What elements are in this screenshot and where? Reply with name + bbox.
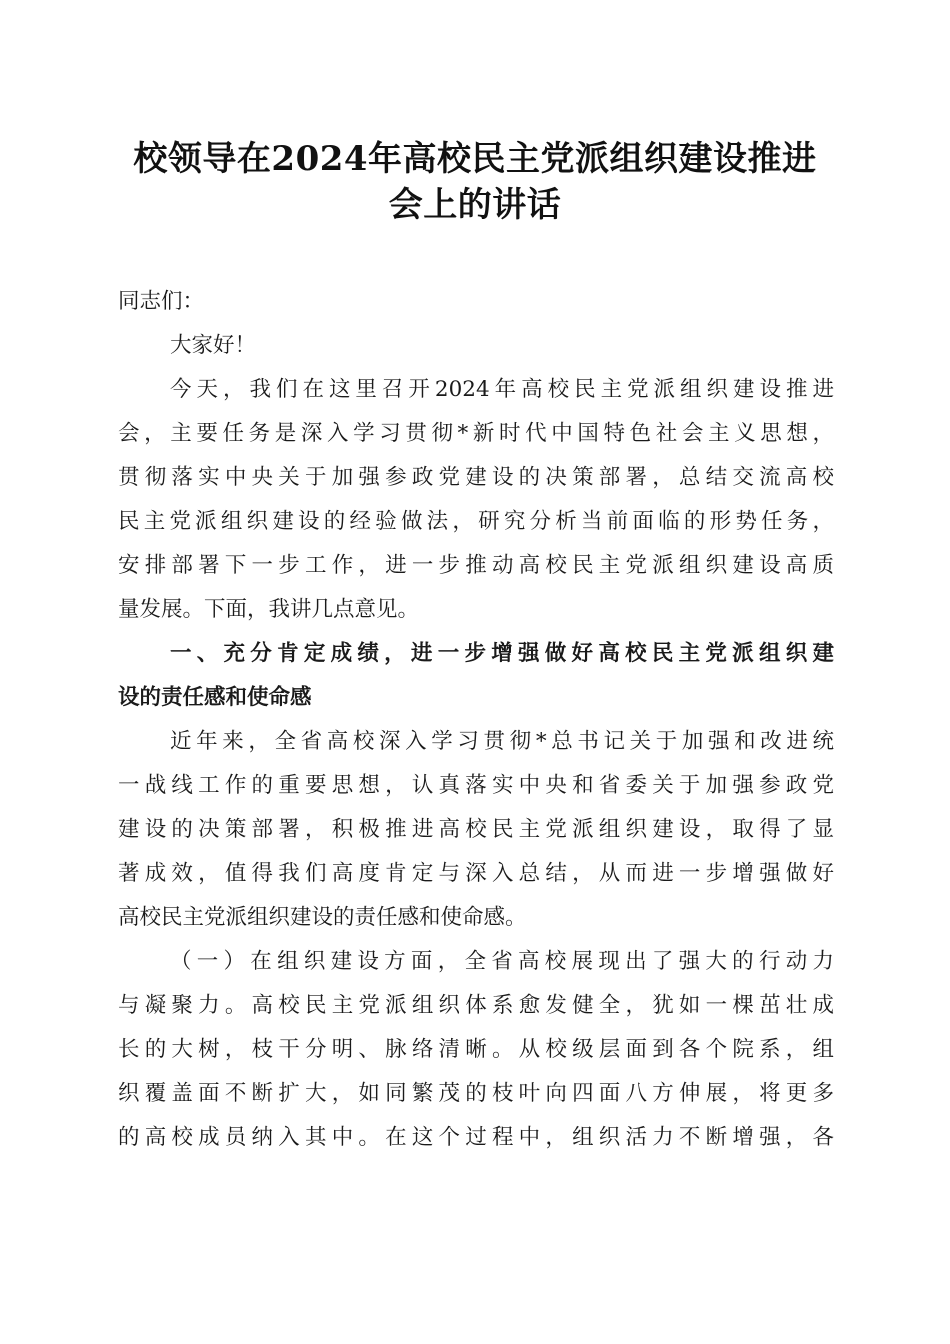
intro-line: 安排部署下一步工作，进一步推动高校民主党派组织建设高质 [118, 553, 834, 578]
subsection-paragraph-line: 长的大树，枝干分明、脉络清晰。从校级层面到各个院系，组 [118, 1037, 834, 1062]
section-paragraph-line: 一战线工作的重要思想，认真落实中央和省委关于加强参政党 [118, 773, 834, 798]
subsection-paragraph-line: 的高校成员纳入其中。在这个过程中，组织活力不断增强，各 [118, 1125, 834, 1150]
section-heading-line: 一、充分肯定成绩，进一步增强做好高校民主党派组织建 [170, 641, 834, 666]
title-line-2: 会上的讲话 [388, 185, 562, 225]
intro-line: 量发展。下面，我讲几点意见。 [118, 597, 420, 622]
subsection-paragraph-line: 与凝聚力。高校民主党派组织体系愈发健全，犹如一棵茁壮成 [118, 993, 834, 1018]
section-heading-line: 设的责任感和使命感 [118, 685, 312, 710]
section-paragraph-line: 高校民主党派组织建设的责任感和使命感。 [118, 905, 527, 930]
greeting: 大家好！ [170, 333, 257, 358]
subsection-paragraph-line: （一）在组织建设方面，全省高校展现出了强大的行动力 [170, 949, 834, 974]
intro-line: 民主党派组织建设的经验做法，研究分析当前面临的形势任务， [118, 509, 834, 534]
salutation: 同志们： [118, 289, 205, 314]
section-paragraph-line: 著成效，值得我们高度肯定与深入总结，从而进一步增强做好 [118, 861, 834, 886]
intro-line: 贯彻落实中央关于加强参政党建设的决策部署，总结交流高校 [118, 465, 834, 490]
section-paragraph-line: 近年来，全省高校深入学习贯彻*总书记关于加强和改进统 [170, 729, 834, 754]
section-paragraph-line: 建设的决策部署，积极推进高校民主党派组织建设，取得了显 [118, 817, 834, 842]
document-title [100, 136, 850, 228]
document-body [118, 280, 834, 1160]
subsection-paragraph-line: 织覆盖面不断扩大，如同繁茂的枝叶向四面八方伸展，将更多 [118, 1081, 834, 1106]
intro-line: 今天，我们在这里召开2024年高校民主党派组织建设推进 [170, 377, 834, 402]
title-line-1: 校领导在2024年高校民主党派组织建设推进 [133, 139, 817, 179]
intro-line: 会，主要任务是深入学习贯彻*新时代中国特色社会主义思想， [118, 421, 834, 446]
